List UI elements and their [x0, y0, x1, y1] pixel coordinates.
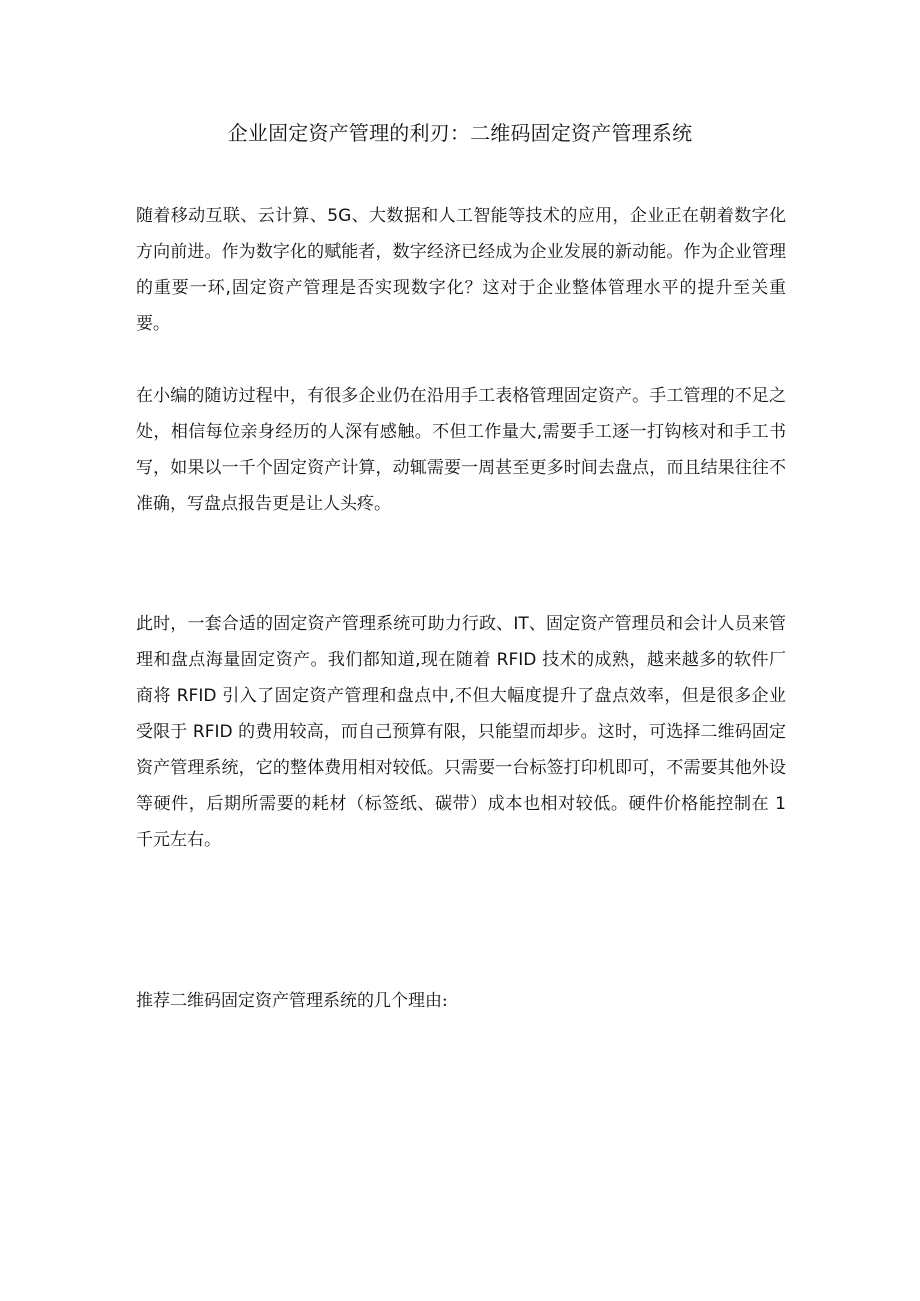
paragraph-qr-system: 此时，一套合适的固定资产管理系统可助力行政、IT、固定资产管理员和会计人员来管理和盘点海量固定资产。我们都知道,现在随着 RFID 技术的成熟，越来越多的软件厂商将 RFID 引入了固定资产管理和盘点中,不但大幅度提升了盘点效率，但是很多企业受限于 RFID 的费用较高，而自己预算有限，只能望而却步。这时，可选择二维码固定资产管理系统，它的整体费用相对较低。只需要一台标签打印机即可，不需要其他外设等硬件，后期所需要的耗材（标签纸、碳带）成本也相对较低。硬件价格能控制在 1 千元左右。 — [136, 614, 786, 850]
paragraph-digitalization: 随着移动互联、云计算、5G、大数据和人工智能等技术的应用，企业正在朝着数字化方向前进。作为数字化的赋能者，数字经济已经成为企业发展的新动能。作为企业管理的重要一环,固定资产管理是否实现数字化？这对于企业整体管理水平的提升至关重要。 — [136, 206, 786, 334]
reasons-subheading: 推荐二维码固定资产管理系统的几个理由: — [136, 991, 448, 1011]
paragraph-manual-management: 在小编的随访过程中，有很多企业仍在沿用手工表格管理固定资产。手工管理的不足之处，相信每位亲身经历的人深有感触。不但工作量大,需要手工逐一打钩核对和手工书写，如果以一千个固定资产计算，动辄需要一周甚至更多时间去盘点，而且结果往往不准确，写盘点报告更是让人头疼。 — [136, 386, 786, 514]
document-title: 企业固定资产管理的利刃：二维码固定资产管理系统 — [227, 121, 693, 145]
